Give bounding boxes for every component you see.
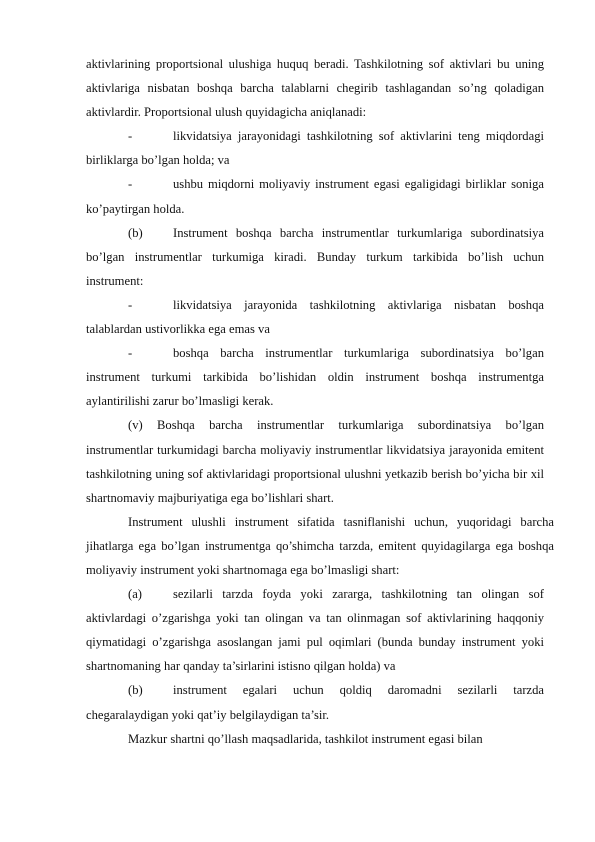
document-body [86, 52, 554, 751]
list-marker: (b) [128, 225, 143, 240]
list-marker: - [128, 177, 133, 192]
list-item [86, 124, 544, 172]
list-item [86, 678, 544, 726]
list-item [86, 221, 544, 293]
list-item-text: boshqa barcha instrumentlar turkumlariga subordinatsiya bo’lgan instrument turkumi tarkibida bo’lishidan oldin instrument boshqa instrumentga aylantirilishi zarur bo’lmasligi kerak. [86, 346, 544, 409]
list-item-text: sezilarli tarzda foyda yoki zararga, tashkilotning tan olingan sof aktivlardagi o’zgarishga yoki tan olingan va tan olinmagan sof aktivlarining haqqoniy qiymatidagi o’zgarishga asoslangan jami pul oqimlari (bunda bunday instrument yoki shartnomaning har qanday ta’sirlarini istisno qilgan holda) va [86, 587, 544, 674]
list-marker: (b) [128, 683, 143, 698]
paragraph-final: Mazkur shartni qo’llash maqsadlarida, tashkilot instrument egasi bilan [128, 731, 483, 746]
list-marker: - [128, 129, 133, 144]
list-item-text: likvidatsiya jarayonida tashkilotning aktivlariga nisbatan boshqa talablardan ustivorlikka ega emas va [86, 297, 544, 337]
paragraph-classification: Instrument ulushli instrument sifatida tasniflanishi uchun, yuqoridagi barcha jihatlarga ega bo’lgan instrumentga qo’shimcha tarzda, emitent quyidagilarga ega boshqa moliyaviy instrument yoki shartnomaga ega bo’lmasligi shart: [86, 514, 554, 577]
paragraph-v: (v) Boshqa barcha instrumentlar turkumlariga subordinatsiya bo’lgan instrumentlar turkumidagi barcha moliyaviy instrumentlar likvidatsiya jarayonida emitent tashkilotning uning sof aktivlaridagi proportsional ulushni yetkazib berish bo’yicha bir xil shartnomaviy majburiyatiga ega bo’lishlari shart. [86, 418, 544, 505]
list-marker: - [128, 346, 133, 361]
list-item [86, 582, 544, 678]
paragraph-continuation: aktivlarining proportsional ulushiga huquq beradi. Tashkilotning sof aktivlari bu uning aktivlariga nisbatan boshqa barcha talablarni chegirib tashlagandan so’ng qoladigan aktivlardir. Proportsional ulush quyidagicha aniqlanadi: [86, 57, 544, 120]
list-item-text: ushbu miqdorni moliyaviy instrument egasi egaligidagi birliklar soniga ko’paytirgan holda. [86, 177, 544, 216]
list-marker: - [128, 297, 133, 312]
list-item-text: Instrument boshqa barcha instrumentlar turkumlariga subordinatsiya bo’lgan instrumentlar turkumiga kiradi. Bunday turkum tarkibida bo’lish uchun instrument: [86, 225, 544, 288]
list-item-text: instrument egalari uchun qoldiq daromadni sezilarli tarzda chegaralaydigan yoki qat’iy belgilaydigan ta’sir. [86, 683, 544, 722]
list-item [86, 293, 544, 341]
list-item [86, 341, 544, 413]
list-item [86, 172, 544, 220]
list-item-text: likvidatsiya jarayonidagi tashkilotning sof aktivlarini teng miqdordagi birliklarga bo’lgan holda; va [86, 129, 544, 168]
list-marker: (a) [128, 587, 142, 602]
